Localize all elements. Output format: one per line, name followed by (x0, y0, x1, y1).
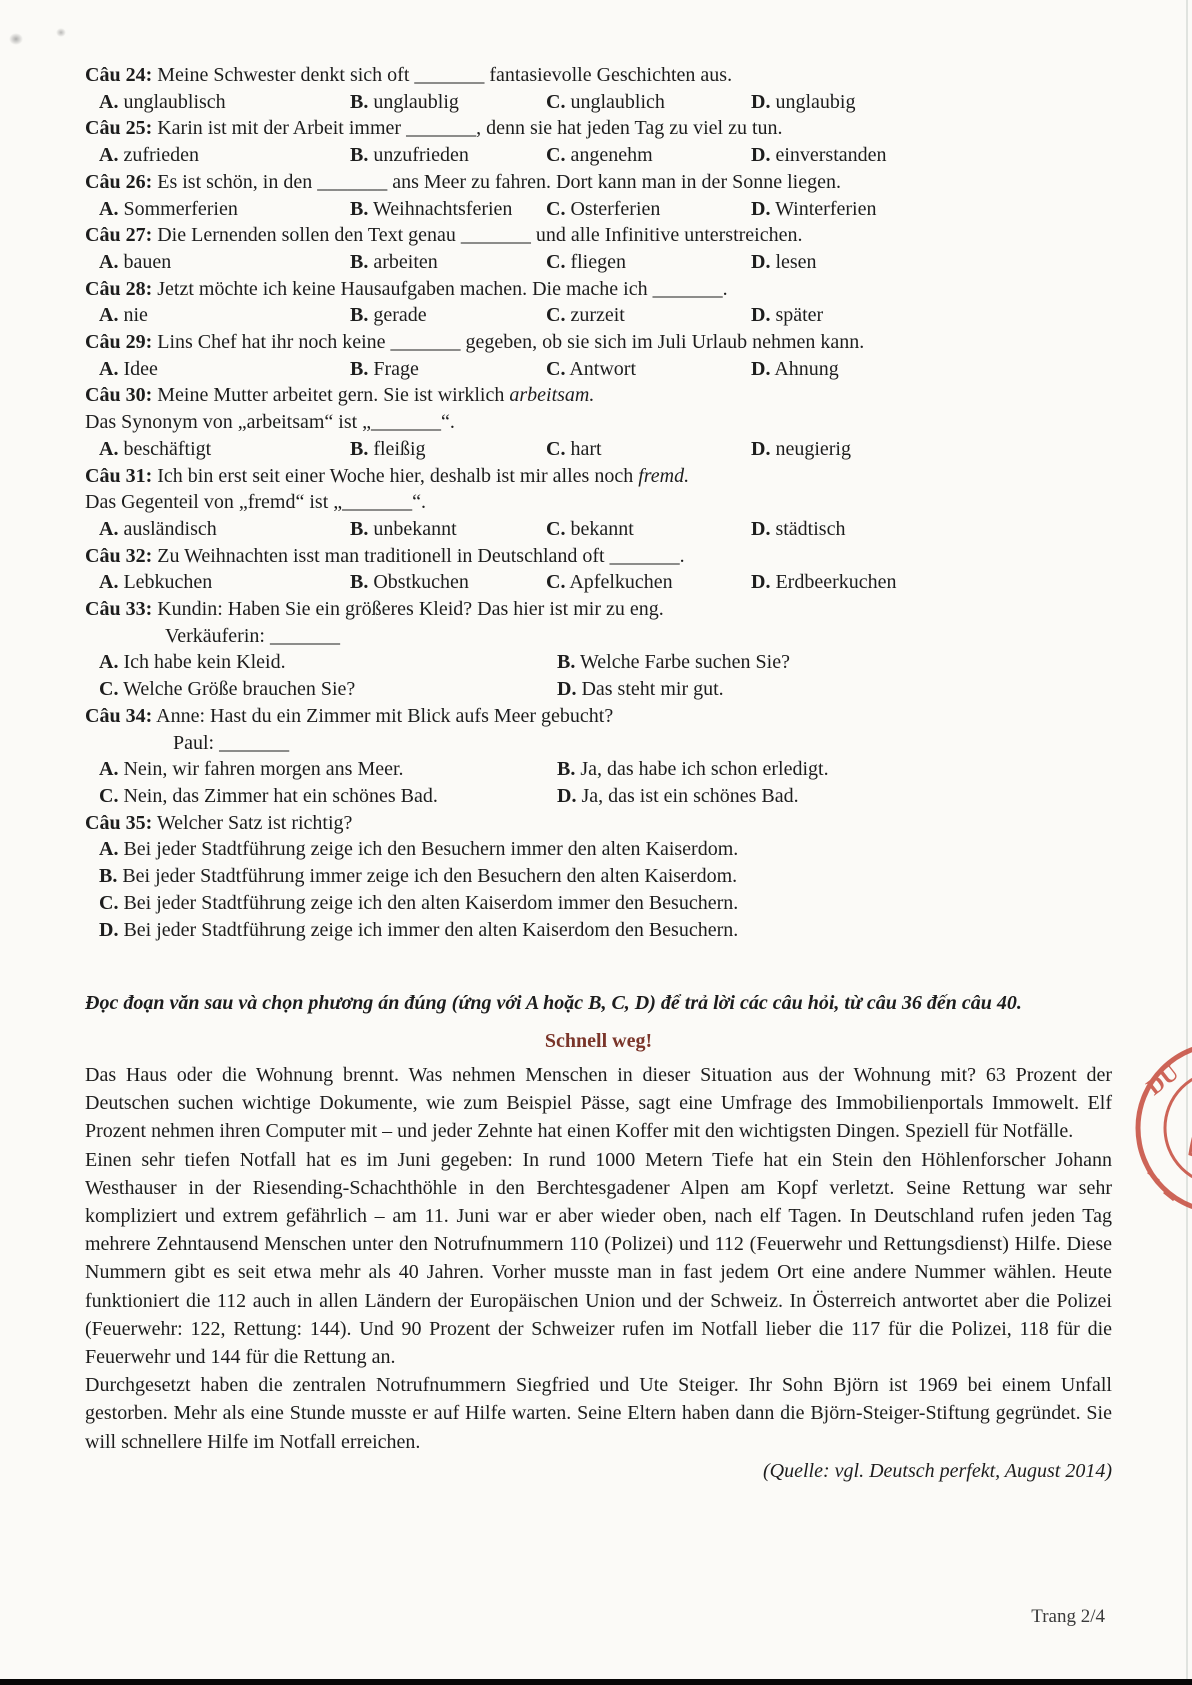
option-cell (350, 356, 546, 383)
option-label: D. (751, 144, 771, 167)
option-text: gerade (368, 304, 427, 327)
passage-title: Schnell weg! (544, 1030, 653, 1052)
option-label: C. (546, 357, 566, 380)
option-cell (751, 142, 1112, 169)
question-stem (85, 382, 1112, 409)
option-cell (546, 516, 751, 543)
option-label: B. (350, 144, 369, 167)
option-text: Osterferien (565, 197, 661, 220)
scan-edge-bar (0, 1679, 1192, 1685)
stem-text: Ich bin erst seit einer Woche hier, deshalb ist mir alles noch (157, 464, 639, 487)
option-cell (751, 302, 1112, 329)
option-label: A. (99, 197, 119, 220)
question-stem (85, 115, 1112, 142)
option-text: Antwort (565, 357, 637, 380)
option-cell (557, 649, 1112, 676)
option-label: D. (557, 678, 577, 701)
options-grid4 (85, 89, 1112, 116)
passage-paragraph: Einen sehr tiefen Notfall hat es im Juni gegeben: In rund 1000 Metern Tiefe hat ein Stein den Höhlenforscher Johann Westhauser in der Riesending-Schachthöhle in den Berchtesgadener Alpen am Kopf verletzt. Seine Rettung war sehr kompliziert und extrem gefährlich – am 11. Juni war er aber wieder oben, nach elf Tagen. In Deutschland rufen jeden Tag mehrere Zehntausend Menschen unter den Notrufnummern 110 (Polizei) und 112 (Feuerwehr und Rettungsdienst) Hilfe. Diese Nummern gibt es seit etwa mehr als 40 Jahren. Vorher musste man in fast jedem Ort eine andere Nummer wählen. Heute funktioniert die 112 auch in allen Ländern der Europäischen Union und der Schweiz. In Österreich antwortet aber die Polizei (Feuerwehr: 122, Rettung: 144). Und 90 Prozent der Schweizer rufen im Notfall lieber die 117 für die Polizei, 118 für die Feuerwehr und 144 für die Rettung an. (85, 1148, 1112, 1369)
option-label: C. (546, 304, 566, 327)
option-text: bauen (118, 250, 172, 273)
question-block (85, 703, 1112, 810)
passage-paragraph: Durchgesetzt haben die zentralen Notrufnummern Siegfried und Ute Steiger. Ihr Sohn Björn ist 1969 bei einem Unfall gestorben. Mehr als eine Stunde musste er auf Hilfe warten. Seine Eltern haben dann die Björn-Steiger-Stiftung gegründet. Sie will schnellere Hilfe im Notfall erreichen. (85, 1374, 1112, 1453)
scan-smudge (9, 33, 23, 45)
option-label: D. (751, 250, 771, 273)
option-cell (557, 783, 1112, 810)
stem-text: Meine Mutter arbeitet gern. Sie ist wirklich (157, 384, 510, 407)
option-cell (99, 196, 350, 223)
option-text: nie (118, 304, 148, 327)
option-label: C. (99, 784, 119, 807)
option-text: Ahnung (770, 357, 839, 380)
red-stamp-icon (1118, 1032, 1192, 1232)
option-text: Idee (118, 357, 158, 380)
option-label: B. (350, 304, 369, 327)
page-number: Trang 2/4 (1031, 1606, 1105, 1627)
option-label: A. (99, 758, 119, 781)
option-text: Bei jeder Stadtführung immer zeige ich den Besuchern den alten Kaiserdom. (117, 865, 738, 888)
option-cell (99, 142, 350, 169)
question-stem (85, 222, 1112, 249)
reading-instruction: Đọc đoạn văn sau và chọn phương án đúng (ứng với A hoặc B, C, D) để trả lời các câu hỏi, từ câu 36 đến câu 40. (85, 992, 1022, 1014)
option-cell (546, 249, 751, 276)
option-cell (99, 89, 350, 116)
options-grid4 (85, 196, 1112, 223)
question-line (85, 489, 1112, 516)
question-number: Câu 32: (85, 544, 153, 567)
option-text: zurzeit (565, 304, 625, 327)
option-label: C. (546, 571, 566, 594)
options-grid4 (85, 249, 1112, 276)
option-text: angenehm (565, 144, 653, 167)
option-cell (99, 569, 350, 596)
option-label: B. (350, 437, 369, 460)
option-cell (85, 890, 1112, 917)
option-cell (751, 436, 1112, 463)
option-label: D. (557, 784, 577, 807)
stem-text: Welcher Satz ist richtig? (156, 811, 353, 834)
option-cell (546, 356, 751, 383)
scan-fold-line (1186, 0, 1188, 1679)
option-label: C. (546, 437, 566, 460)
option-cell (85, 836, 1112, 863)
option-cell (546, 436, 751, 463)
option-cell (99, 249, 350, 276)
option-cell (546, 142, 751, 169)
option-label: D. (751, 357, 771, 380)
option-cell (99, 756, 557, 783)
option-text: fliegen (565, 250, 626, 273)
option-label: A. (99, 571, 119, 594)
options-grid4 (85, 569, 1112, 596)
question-number: Câu 25: (85, 117, 153, 140)
option-text: hart (565, 437, 602, 460)
option-text: Nein, wir fahren morgen ans Meer. (118, 758, 404, 781)
question-block (85, 222, 1112, 275)
scan-smudge (56, 28, 66, 37)
question-stem (85, 62, 1112, 89)
question-block (85, 276, 1112, 329)
option-cell (99, 302, 350, 329)
option-cell (751, 89, 1112, 116)
option-cell (350, 89, 546, 116)
option-text: Welche Größe brauchen Sie? (118, 678, 356, 701)
option-label: A. (99, 838, 119, 861)
option-cell (546, 196, 751, 223)
option-cell (557, 676, 1112, 703)
stem-text: Kundin: Haben Sie ein größeres Kleid? Das hier ist mir zu eng. (157, 598, 664, 621)
option-cell (99, 516, 350, 543)
passage-source: (Quelle: vgl. Deutsch perfekt, August 2014) (763, 1459, 1112, 1482)
option-text: Nein, das Zimmer hat ein schönes Bad. (118, 784, 438, 807)
option-cell (350, 516, 546, 543)
question-line (85, 623, 1112, 650)
question-block (85, 543, 1112, 596)
option-cell (751, 249, 1112, 276)
question-stem (85, 169, 1112, 196)
option-label: C. (546, 250, 566, 273)
option-cell (546, 89, 751, 116)
question-stem (85, 463, 1112, 490)
option-label: B. (350, 250, 369, 273)
option-cell (751, 196, 1112, 223)
option-text: neugierig (770, 437, 851, 460)
option-label: D. (751, 90, 771, 113)
option-text: unbekannt (368, 517, 457, 540)
question-number: Câu 27: (85, 224, 153, 247)
options-grid2 (85, 756, 1112, 809)
option-label: C. (546, 144, 566, 167)
stem-text: Es ist schön, in den _______ ans Meer zu fahren. Dort kann man in der Sonne liegen. (157, 170, 841, 193)
option-label: C. (546, 90, 566, 113)
options-grid2 (85, 649, 1112, 702)
option-label: B. (99, 865, 118, 888)
stem-text: Paul: _______ (173, 731, 290, 754)
option-label: D. (751, 437, 771, 460)
option-label: D. (99, 918, 119, 941)
option-cell (751, 569, 1112, 596)
option-text: Obstkuchen (368, 571, 469, 594)
option-cell (350, 196, 546, 223)
option-label: B. (350, 357, 369, 380)
question-number: Câu 33: (85, 598, 153, 621)
option-text: Ich habe kein Kleid. (118, 651, 286, 674)
question-stem (85, 329, 1112, 356)
options-grid4 (85, 356, 1112, 383)
option-text: unzufrieden (368, 144, 469, 167)
option-text: Bei jeder Stadtführung zeige ich den alten Kaiserdom immer den Besuchern. (118, 891, 739, 914)
option-label: B. (350, 90, 369, 113)
option-text: Weihnachtsferien (368, 197, 513, 220)
option-text: unglaubig (770, 90, 856, 113)
option-cell (99, 356, 350, 383)
stem-text: Das Gegenteil von „fremd“ ist „_______“. (85, 491, 427, 514)
option-text: Ja, das ist ein schönes Bad. (576, 784, 799, 807)
stem-text: Zu Weihnachten isst man traditionell in Deutschland oft _______. (157, 544, 685, 567)
question-number: Câu 31: (85, 464, 153, 487)
option-label: D. (751, 197, 771, 220)
option-text: Sommerferien (118, 197, 238, 220)
option-label: D. (751, 304, 771, 327)
option-label: C. (546, 517, 566, 540)
option-text: Winterferien (770, 197, 877, 220)
question-line (85, 409, 1112, 436)
option-label: A. (99, 437, 119, 460)
option-cell (99, 649, 557, 676)
options-rows (85, 836, 1112, 943)
question-block (85, 810, 1112, 944)
option-text: später (770, 304, 824, 327)
option-cell (99, 436, 350, 463)
question-block (85, 62, 1112, 115)
stem-text: Die Lernenden sollen den Text genau _______ und alle Infinitive unterstreichen. (157, 224, 803, 247)
option-text: zufrieden (118, 144, 199, 167)
question-block (85, 463, 1112, 543)
question-number: Câu 28: (85, 277, 153, 300)
option-label: C. (546, 197, 566, 220)
passage-paragraph: Das Haus oder die Wohnung brennt. Was nehmen Menschen in dieser Situation aus der Wohnung mit? 63 Prozent der Deutschen suchen wichtige Dokumente, wie zum Beispiel Pässe, sagt eine Umfrage des Immobilienportals Immowelt. Elf Prozent nehmen ihren Computer mit – und jeder Zehnte hat einen Koffer mit den wichtigsten Dingen. Speziell für Notfälle. (85, 1064, 1112, 1143)
option-text: Das steht mir gut. (576, 678, 724, 701)
question-block (85, 329, 1112, 382)
option-cell (350, 569, 546, 596)
option-text: arbeiten (368, 250, 438, 273)
option-cell (751, 356, 1112, 383)
option-cell (99, 783, 557, 810)
question-stem (85, 810, 1112, 837)
option-text: ausländisch (118, 517, 217, 540)
option-text: einverstanden (770, 144, 887, 167)
option-text: beschäftigt (118, 437, 212, 460)
option-label: B. (557, 758, 576, 781)
question-number: Câu 24: (85, 64, 153, 86)
option-text: lesen (770, 250, 817, 273)
option-label: D. (751, 571, 771, 594)
question-stem (85, 703, 1112, 730)
option-label: B. (350, 571, 369, 594)
option-text: Bei jeder Stadtführung zeige ich immer den alten Kaiserdom den Besuchern. (118, 918, 739, 941)
option-label: C. (99, 678, 119, 701)
option-text: fleißig (368, 437, 426, 460)
option-cell (350, 142, 546, 169)
options-grid4 (85, 436, 1112, 463)
option-text: Erdbeerkuchen (770, 571, 897, 594)
stem-text: Lins Chef hat ihr noch keine _______ gegeben, ob sie sich im Juli Urlaub nehmen kann. (157, 331, 865, 354)
question-block (85, 169, 1112, 222)
question-number: Câu 34: (85, 704, 153, 727)
stem-text: Anne: Hast du ein Zimmer mit Blick aufs Meer gebucht? (156, 704, 614, 727)
option-cell (546, 569, 751, 596)
stem-text: Verkäuferin: _______ (165, 624, 340, 647)
option-label: A. (99, 90, 119, 113)
option-label: A. (99, 517, 119, 540)
stem-text: Karin ist mit der Arbeit immer _______, denn sie hat jeden Tag zu viel zu tun. (157, 117, 783, 140)
option-text: unglaublisch (118, 90, 226, 113)
question-line (85, 730, 1112, 757)
option-cell (350, 302, 546, 329)
option-label: A. (99, 144, 119, 167)
option-text: Lebkuchen (118, 571, 213, 594)
option-label: A. (99, 651, 119, 674)
option-text: Apfelkuchen (565, 571, 673, 594)
option-text: unglaublig (368, 90, 459, 113)
option-text: Welche Farbe suchen Sie? (575, 651, 790, 674)
stem-text: Jetzt möchte ich keine Hausaufgaben machen. Die mache ich _______. (157, 277, 728, 300)
question-stem (85, 596, 1112, 623)
question-block (85, 596, 1112, 703)
option-cell (350, 436, 546, 463)
question-number: Câu 26: (85, 170, 153, 193)
option-label: B. (350, 197, 369, 220)
stem-text: Meine Schwester denkt sich oft _______ fantasievolle Geschichten aus. (157, 64, 733, 86)
options-grid4 (85, 142, 1112, 169)
option-cell (557, 756, 1112, 783)
option-text: bekannt (565, 517, 634, 540)
stem-text: arbeitsam. (509, 384, 595, 407)
option-cell (350, 249, 546, 276)
option-label: B. (557, 651, 576, 674)
option-cell (751, 516, 1112, 543)
option-cell (85, 917, 1112, 944)
question-number: Câu 30: (85, 384, 153, 407)
option-cell (546, 302, 751, 329)
question-number: Câu 35: (85, 811, 153, 834)
option-label: D. (751, 517, 771, 540)
questions-section (85, 62, 1112, 943)
stem-text: fremd. (638, 464, 690, 487)
stem-text: Das Synonym von „arbeitsam“ ist „_______“. (85, 411, 455, 434)
option-label: A. (99, 304, 119, 327)
option-label: C. (99, 891, 119, 914)
reading-section (85, 989, 1112, 1485)
question-stem (85, 543, 1112, 570)
question-stem (85, 276, 1112, 303)
option-text: unglaublich (565, 90, 665, 113)
question-number: Câu 29: (85, 331, 153, 354)
option-cell (85, 863, 1112, 890)
options-grid4 (85, 302, 1112, 329)
option-label: A. (99, 250, 119, 273)
option-label: A. (99, 357, 119, 380)
option-text: städtisch (770, 517, 846, 540)
options-grid4 (85, 516, 1112, 543)
passage (85, 1061, 1112, 1456)
option-text: Ja, das habe ich schon erledigt. (575, 758, 829, 781)
option-text: Frage (368, 357, 419, 380)
option-cell (99, 676, 557, 703)
option-label: B. (350, 517, 369, 540)
option-text: Bei jeder Stadtführung zeige ich den Besuchern immer den alten Kaiserdom. (118, 838, 739, 861)
question-block (85, 115, 1112, 168)
stamp-text: DU (1141, 1059, 1184, 1100)
question-block (85, 382, 1112, 462)
